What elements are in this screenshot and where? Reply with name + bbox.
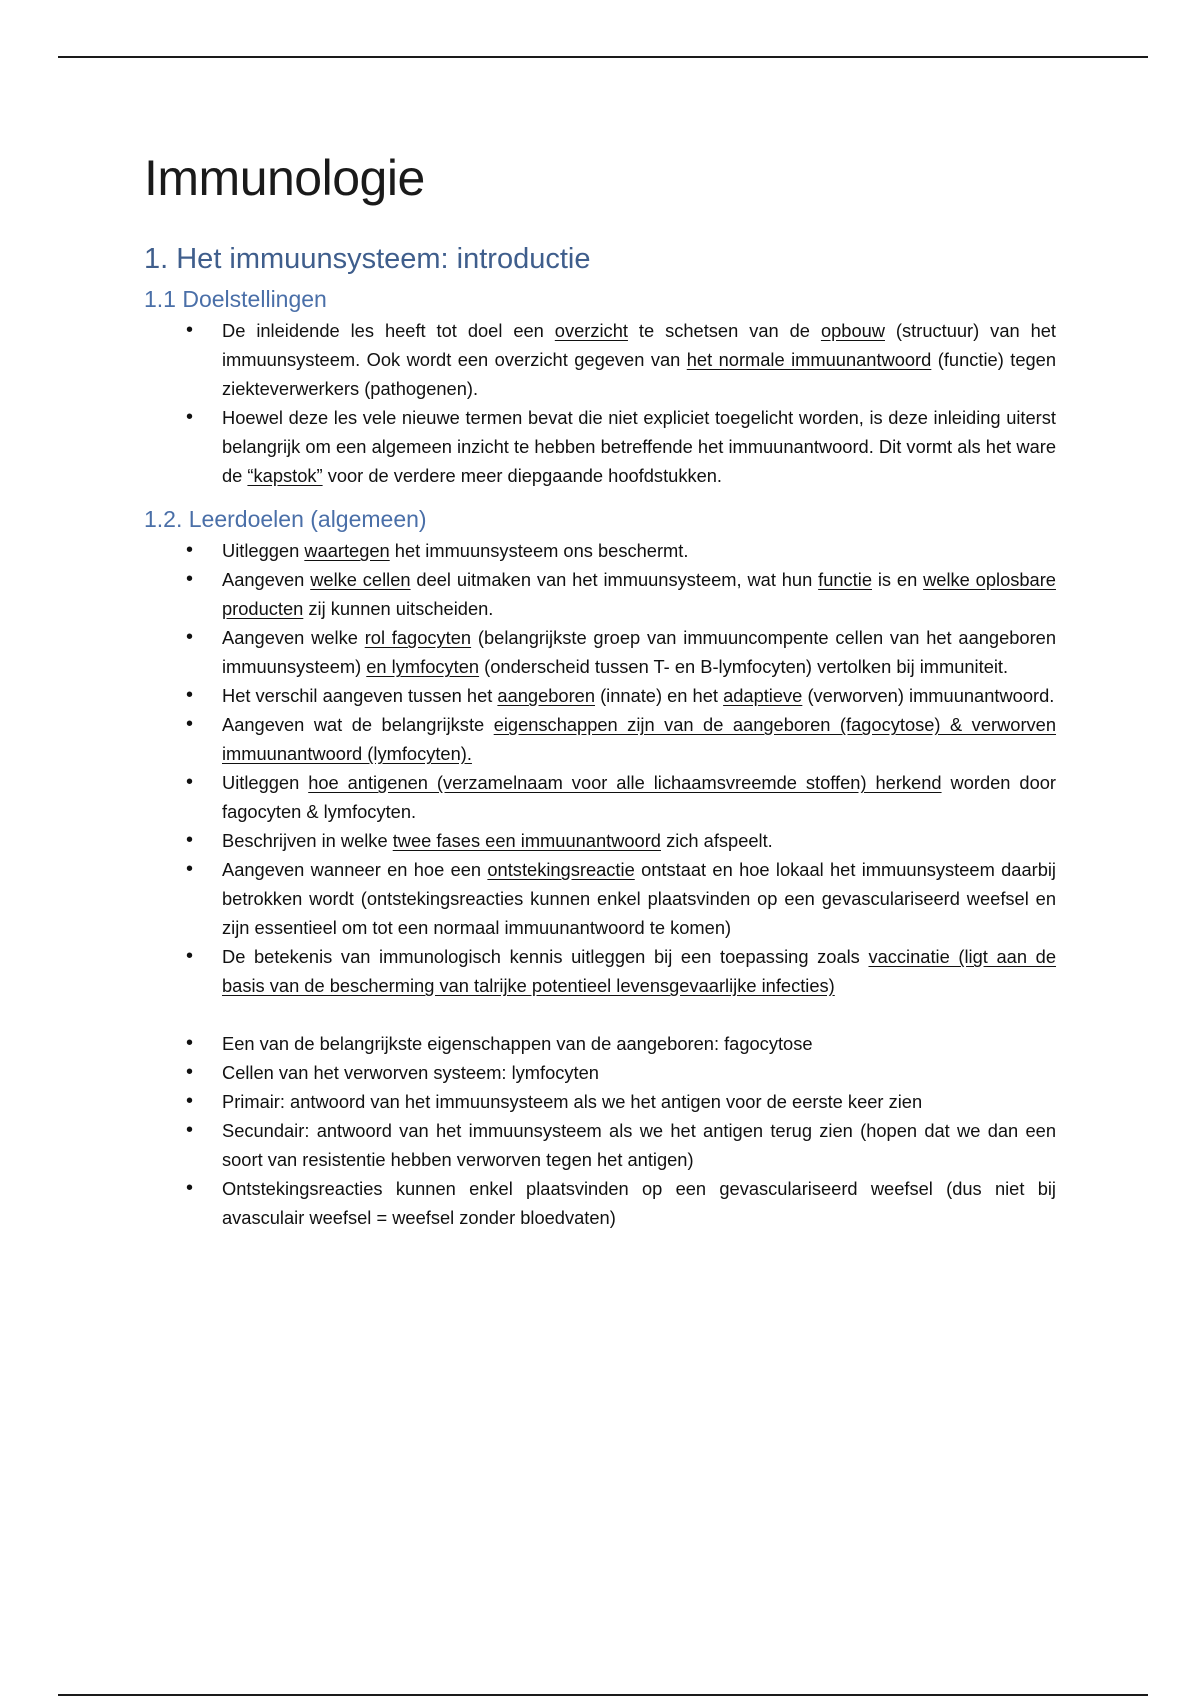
underlined-term: welke oplosbare producten <box>222 569 1056 619</box>
text-run: (structuur) van het immuunsysteem. Ook wordt een overzicht gegeven van <box>222 320 1057 370</box>
objective-item <box>222 681 1056 710</box>
objective-item <box>222 768 1056 826</box>
objective-item <box>222 536 1056 565</box>
notes-list <box>144 1029 1064 1232</box>
underlined-term: overzicht <box>554 320 628 341</box>
text-run: De betekenis van immunologisch kennis uitleggen bij een toepassing zoals <box>222 946 869 967</box>
underlined-term: vaccinatie (ligt aan de basis van de bescherming van talrijke potentieel levensgevaarlijke infecties) <box>222 946 1057 996</box>
underlined-term: het normale immuunantwoord <box>686 349 932 370</box>
text-run: (verworven) immuunantwoord. <box>802 685 1055 706</box>
text-run: zij kunnen uitscheiden. <box>303 598 494 619</box>
text-run: zich afspeelt. <box>660 830 773 851</box>
footer-rule <box>58 1694 1148 1696</box>
spacer <box>144 1000 1064 1029</box>
underlined-term: functie <box>818 569 872 590</box>
note-item: • Primair: antwoord van het immuunsysteem als we het antigen voor de eerste keer zien <box>222 1087 1056 1116</box>
text-run: Aangeven <box>222 569 311 590</box>
header-rule <box>58 56 1148 58</box>
text-run: Uitleggen <box>222 540 305 561</box>
document-title: Immunologie <box>144 150 425 206</box>
text-run: te schetsen van de <box>627 320 821 341</box>
goals-heading: 1.1 Doelstellingen <box>144 286 327 312</box>
text-run: Hoewel deze les vele nieuwe termen bevat die niet expliciet toegelicht worden, is deze inleiding uiterst belangrijk om een algemeen inzicht te hebben betreffende het immuunantwoord. Dit vormt als het ware de <box>222 407 1056 486</box>
text-run: het immuunsysteem ons beschermt. <box>389 540 689 561</box>
underlined-term: waartegen <box>304 540 390 561</box>
note-item: • Cellen van het verworven systeem: lymfocyten <box>222 1058 1056 1087</box>
text-run: (innate) en het <box>595 685 724 706</box>
note-item: • Secundair: antwoord van het immuunsysteem als we het antigen terug zien (hopen dat we dan een soort van resistentie hebben verworven tegen het antigen) <box>222 1116 1056 1174</box>
underlined-term: eigenschappen zijn van de aangeboren (fagocytose) & verworven immuunantwoord (lymfocyten). <box>222 714 1057 764</box>
underlined-term: welke cellen <box>310 569 411 590</box>
underlined-term: rol fagocyten <box>364 627 472 648</box>
objective-item <box>222 565 1056 623</box>
text-run: Aangeven welke <box>222 627 365 648</box>
objective-item <box>222 710 1056 768</box>
goal-item <box>222 403 1056 490</box>
text-run: (functie) tegen ziekteverwerkers (pathogenen). <box>222 349 1056 399</box>
text-run: Het verschil aangeven tussen het <box>222 685 498 706</box>
text-run: Uitleggen <box>222 772 309 793</box>
text-run: De inleidende les heeft tot doel een <box>222 320 555 341</box>
objectives-list <box>144 536 1064 1000</box>
text-run: Beschrijven in welke <box>222 830 393 851</box>
text-run: (onderscheid tussen T- en B-lymfocyten) vertolken bij immuniteit. <box>479 656 1009 677</box>
objective-item <box>222 826 1056 855</box>
note-item: • Een van de belangrijkste eigenschappen van de aangeboren: fagocytose <box>222 1029 1056 1058</box>
text-run: worden door fagocyten & lymfocyten. <box>222 772 1056 822</box>
underlined-term: ontstekingsreactie <box>487 859 635 880</box>
chapter-heading: 1. Het immuunsysteem: introductie <box>144 243 591 275</box>
objective-item <box>222 942 1056 1000</box>
goal-item <box>222 316 1056 403</box>
goals-list <box>144 316 1064 490</box>
text-run: deel uitmaken van het immuunsysteem, wat hun <box>410 569 819 590</box>
note-item: • Ontstekingsreacties kunnen enkel plaatsvinden op een gevasculariseerd weefsel (dus niet bij avasculair weefsel = weefsel zonder bloedvaten) <box>222 1174 1056 1232</box>
underlined-term: adaptieve <box>723 685 803 706</box>
page-content <box>144 148 1064 1232</box>
underlined-term: opbouw <box>820 320 885 341</box>
text-run: Aangeven wat de belangrijkste <box>222 714 494 735</box>
underlined-term: twee fases een immuunantwoord <box>392 830 661 851</box>
objective-item <box>222 623 1056 681</box>
underlined-term: en lymfocyten <box>366 656 480 677</box>
text-run: Aangeven wanneer en hoe een <box>222 859 488 880</box>
underlined-term: aangeboren <box>497 685 595 706</box>
text-run: voor de verdere meer diepgaande hoofdstukken. <box>322 465 723 486</box>
underlined-term: hoe antigenen (verzamelnaam voor alle lichaamsvreemde stoffen) herkend <box>308 772 942 793</box>
text-run: (belangrijkste groep van immuuncompente cellen van het aangeboren immuunsysteem) <box>222 627 1057 677</box>
text-run: is en <box>872 569 924 590</box>
objectives-heading: 1.2. Leerdoelen (algemeen) <box>144 506 427 532</box>
underlined-term: “kapstok” <box>247 465 323 486</box>
objective-item <box>222 855 1056 942</box>
text-run: ontstaat en hoe lokaal het immuunsysteem daarbij betrokken wordt (ontstekingsreacties kunnen enkel plaatsvinden op een gevasculariseerd weefsel en zijn essentieel om tot een normaal immuunantwoord te komen) <box>222 859 1056 938</box>
